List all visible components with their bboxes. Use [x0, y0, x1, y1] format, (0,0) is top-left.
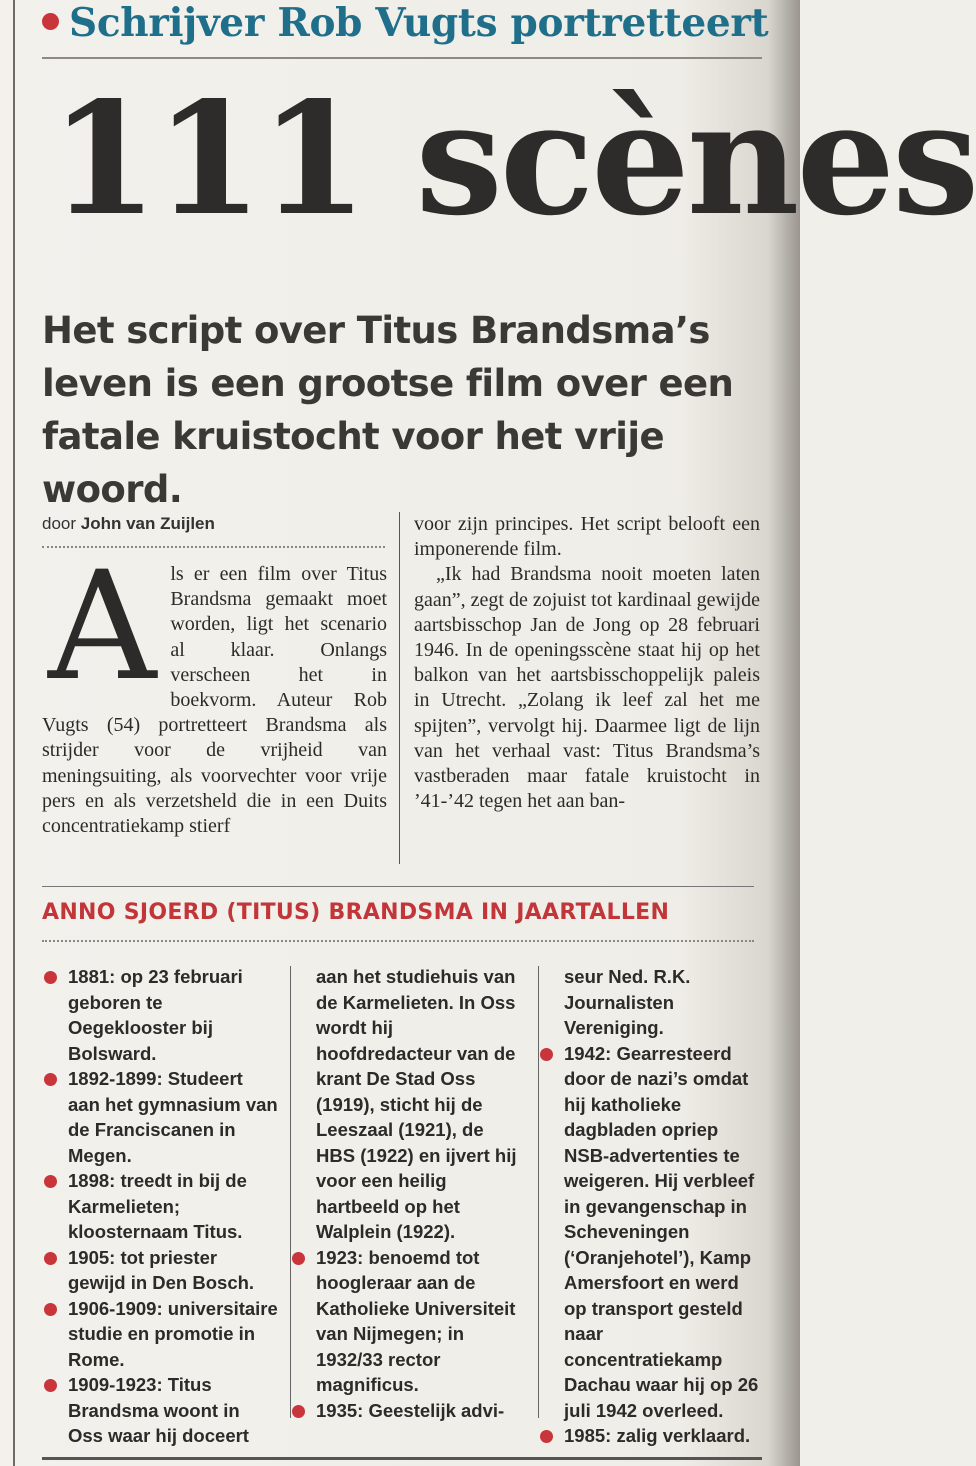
timeline-item: 1905: tot priester gewijd in Den Bosch. — [68, 1245, 278, 1296]
red-bullet-icon — [42, 13, 59, 30]
timeline-column-3 — [564, 964, 764, 1449]
article-column-1 — [42, 540, 387, 839]
timeline-item: 1892-1899: Studeert aan het gymnasium van de Franciscanen in Megen. — [68, 1066, 278, 1168]
timeline-item-continued: seur Ned. R.K. Journalisten Vereniging. — [564, 966, 691, 1038]
timeline-item: 1906-1909: universitaire studie en promotie in Rome. — [68, 1296, 278, 1373]
timeline-dotted-rule — [42, 940, 754, 942]
kicker-text: Schrijver Rob Vugts portretteert — [69, 0, 769, 46]
timeline-title: ANNO SJOERD (TITUS) BRANDSMA IN JAARTALLEN — [42, 900, 670, 925]
bottom-rule — [42, 1457, 762, 1460]
timeline-separator-2 — [538, 966, 539, 1418]
timeline-item: 1881: op 23 februari geboren te Oegeklooster bij Bolsward. — [68, 964, 278, 1066]
article-col2-p2: „Ik had Brandsma nooit moeten laten gaan”, zegt de zojuist tot kardinaal gewijde aartsbisschop Jan de Jong op 28 februari 1946. In de openingsscène staat hij op het balkon van het aartsbisschoppelijk paleis in Utrecht. „Zolang ik leef zal het me spijten”, vervolgt hij. Daarmee ligt de lijn van het verhaal vast: Titus Brandsma’s vastberaden maar fatale kruistocht in ’41-’42 tegen het aan ban- — [414, 563, 760, 813]
timeline-separator-1 — [290, 966, 291, 1418]
timeline-item: 1898: treedt in bij de Karmelieten; kloosternaam Titus. — [68, 1168, 278, 1245]
byline-prefix: door — [42, 514, 77, 533]
timeline-item: 1909-1923: Titus Brandsma woont in Oss waar hij doceert — [68, 1372, 278, 1449]
timeline-item: 1942: Gearresteerd door de nazi’s omdat hij katholieke dagbladen opriep NSB-advertenties te weigeren. Hij verbleef in gevangenschap in Scheveningen (‘Oranjehotel’), Kamp Amersfoort en werd op transport gesteld naar concentratiekamp Dachau waar hij op 26 juli 1942 overleed. — [564, 1041, 764, 1424]
article-col1-text: ls er een film over Titus Brandsma gemaakt moet worden, ligt het scenario al klaar. Onlangs verscheen het in boekvorm. Auteur Rob Vugts (54) portretteert Brandsma als strijder voor de vrijheid van meningsuiting, als voorvechter voor vrije pers en als verzetsheld die in een Duits concentratiekamp stierf — [42, 563, 387, 838]
timeline-item-continued: aan het studiehuis van de Karmelieten. In Oss wordt hij hoofdredacteur van de krant De Stad Oss (1919), sticht hij de Leeszaal (1921), de HBS (1922) en ijvert hij voor een heilig hartbeeld op het Walplein (1922). — [316, 966, 517, 1242]
drop-cap: A — [48, 540, 157, 714]
timeline-item: 1985: zalig verklaard. — [564, 1423, 764, 1449]
kicker-rule — [42, 57, 762, 59]
headline: 111 scènes — [50, 67, 976, 250]
timeline-item: 1923: benoemd tot hoogleraar aan de Katholieke Universiteit van Nijmegen; in 1932/33 rector magnificus. — [316, 1245, 526, 1398]
article-col2-p1: voor zijn principes. Het script belooft een imponerende film. — [414, 513, 760, 561]
byline — [42, 514, 215, 534]
page-left-rule — [13, 0, 15, 1466]
byline-author: John van Zuijlen — [80, 514, 215, 533]
timeline-column-1 — [68, 964, 278, 1449]
timeline-column-2 — [316, 964, 526, 1423]
article-column-2 — [414, 512, 760, 814]
subhead: Het script over Titus Brandsma’s leven is een grootse film over een fatale kruistocht voor het vrije woord. — [42, 309, 734, 511]
timeline-top-rule — [42, 886, 754, 887]
kicker — [42, 0, 768, 46]
timeline-item: 1935: Geestelijk advi- — [316, 1398, 526, 1424]
column-separator — [399, 512, 400, 864]
